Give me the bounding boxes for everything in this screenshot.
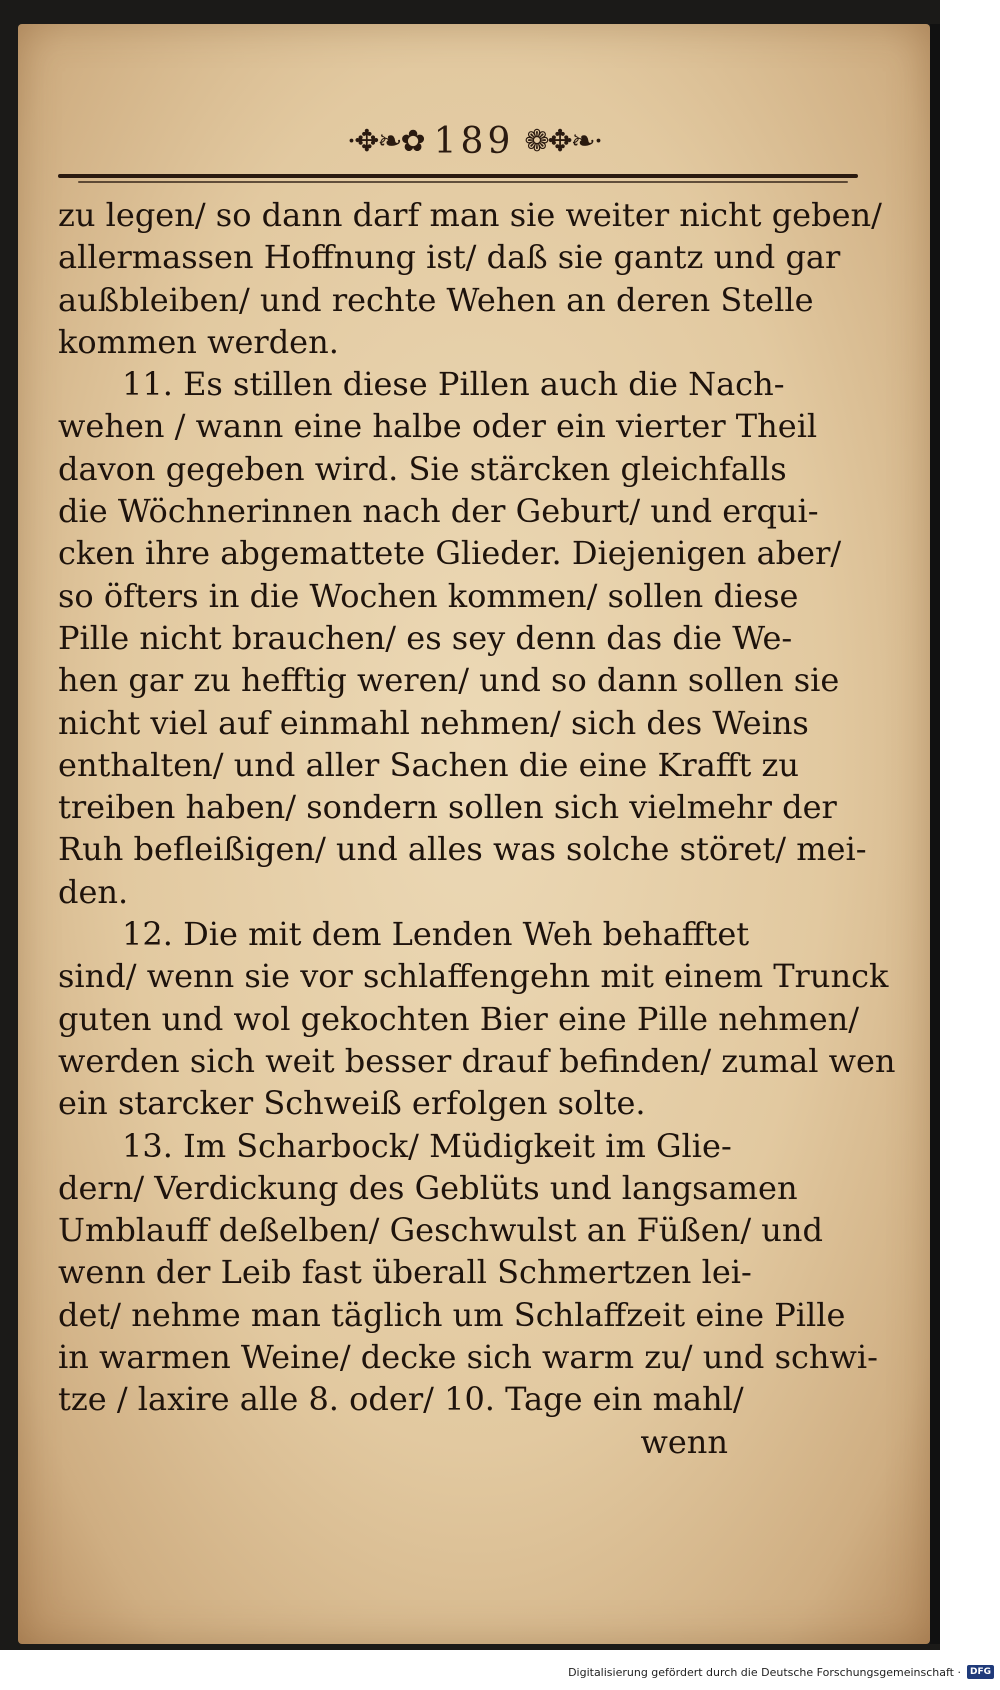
- text-line: den.: [58, 872, 129, 911]
- text-line: zu legen/ so dann darf man sie weiter nicht geben/: [58, 196, 882, 234]
- text-line: sind/ wenn sie vor schlaffengehn mit einem Trunck: [58, 957, 889, 996]
- text-line: wehen / wann eine halbe oder ein vierter Theil: [58, 407, 818, 446]
- text-line-section-11: 11. Es stillen diese Pillen auch die Nach-: [122, 365, 785, 404]
- text-line: davon gegeben wird. Sie stärcken gleichfalls: [58, 449, 787, 488]
- text-line-section-12: 12. Die mit dem Lenden Weh behafftet: [122, 915, 750, 954]
- text-line: dern/ Verdickung des Geblüts und langsamen: [58, 1168, 798, 1207]
- text-line: so öfters in die Wochen kommen/ sollen diese: [58, 576, 799, 615]
- footer-credit-text: Digitalisierung gefördert durch die Deutsche Forschungsgemeinschaft ·: [568, 1665, 961, 1679]
- text-line: treiben haben/ sondern sollen sich vielmehr der: [58, 788, 837, 827]
- text-line: cken ihre abgemattete Glieder. Diejenigen aber/: [58, 534, 842, 573]
- text-line: in warmen Weine/ decke sich warm zu/ und schwi-: [58, 1338, 878, 1377]
- footer-credit: [568, 1660, 994, 1684]
- text-line: die Wöchnerinnen nach der Geburt/ und erqui-: [58, 492, 819, 531]
- ornament-left-icon: ·✥❧✿: [346, 123, 424, 159]
- header-rule: [58, 174, 858, 178]
- catchword: wenn: [640, 1422, 728, 1461]
- book-page: [18, 24, 930, 1644]
- text-line: werden sich weit besser drauf befinden/ zumal wen: [58, 1041, 896, 1080]
- body-text: [58, 194, 896, 1463]
- text-line: Umblauff deßelben/ Geschwulst an Füßen/ und: [58, 1211, 823, 1250]
- page-edge-shadow: [930, 24, 940, 1644]
- text-line: Pille nicht brauchen/ es sey denn das die We-: [58, 618, 793, 657]
- text-line: guten und wol gekochten Bier eine Pille nehmen/: [58, 999, 860, 1038]
- text-line: enthalten/ und aller Sachen die eine Krafft zu: [58, 745, 799, 784]
- text-line: tze / laxire alle 8. oder/ 10. Tage ein mahl/: [58, 1380, 744, 1419]
- text-line: ein starcker Schweiß erfolgen solte.: [58, 1084, 646, 1123]
- text-line: nicht viel auf einmahl nehmen/ sich des Weins: [58, 703, 809, 742]
- text-line: hen gar zu hefftig weren/ und so dann sollen sie: [58, 661, 840, 700]
- header-rule-thin: [78, 181, 848, 183]
- text-line-section-13: 13. Im Scharbock/ Müdigkeit im Glie-: [122, 1126, 732, 1165]
- dfg-logo-icon: DFG: [967, 1665, 994, 1679]
- text-line: det/ nehme man täglich um Schlaffzeit eine Pille: [58, 1295, 846, 1334]
- ornament-right-icon: ❁✥❧·: [524, 123, 602, 159]
- text-line: kommen werden.: [58, 322, 339, 361]
- page-number: 189: [433, 120, 515, 162]
- page-header: [18, 116, 930, 166]
- text-line: Ruh befleißigen/ und alles was solche störet/ mei-: [58, 830, 867, 869]
- text-line: allermassen Hoffnung ist/ daß sie gantz und gar: [58, 238, 841, 277]
- text-line: außbleiben/ und rechte Wehen an deren Stelle: [58, 280, 814, 319]
- text-line: wenn der Leib fast überall Schmertzen lei-: [58, 1253, 752, 1292]
